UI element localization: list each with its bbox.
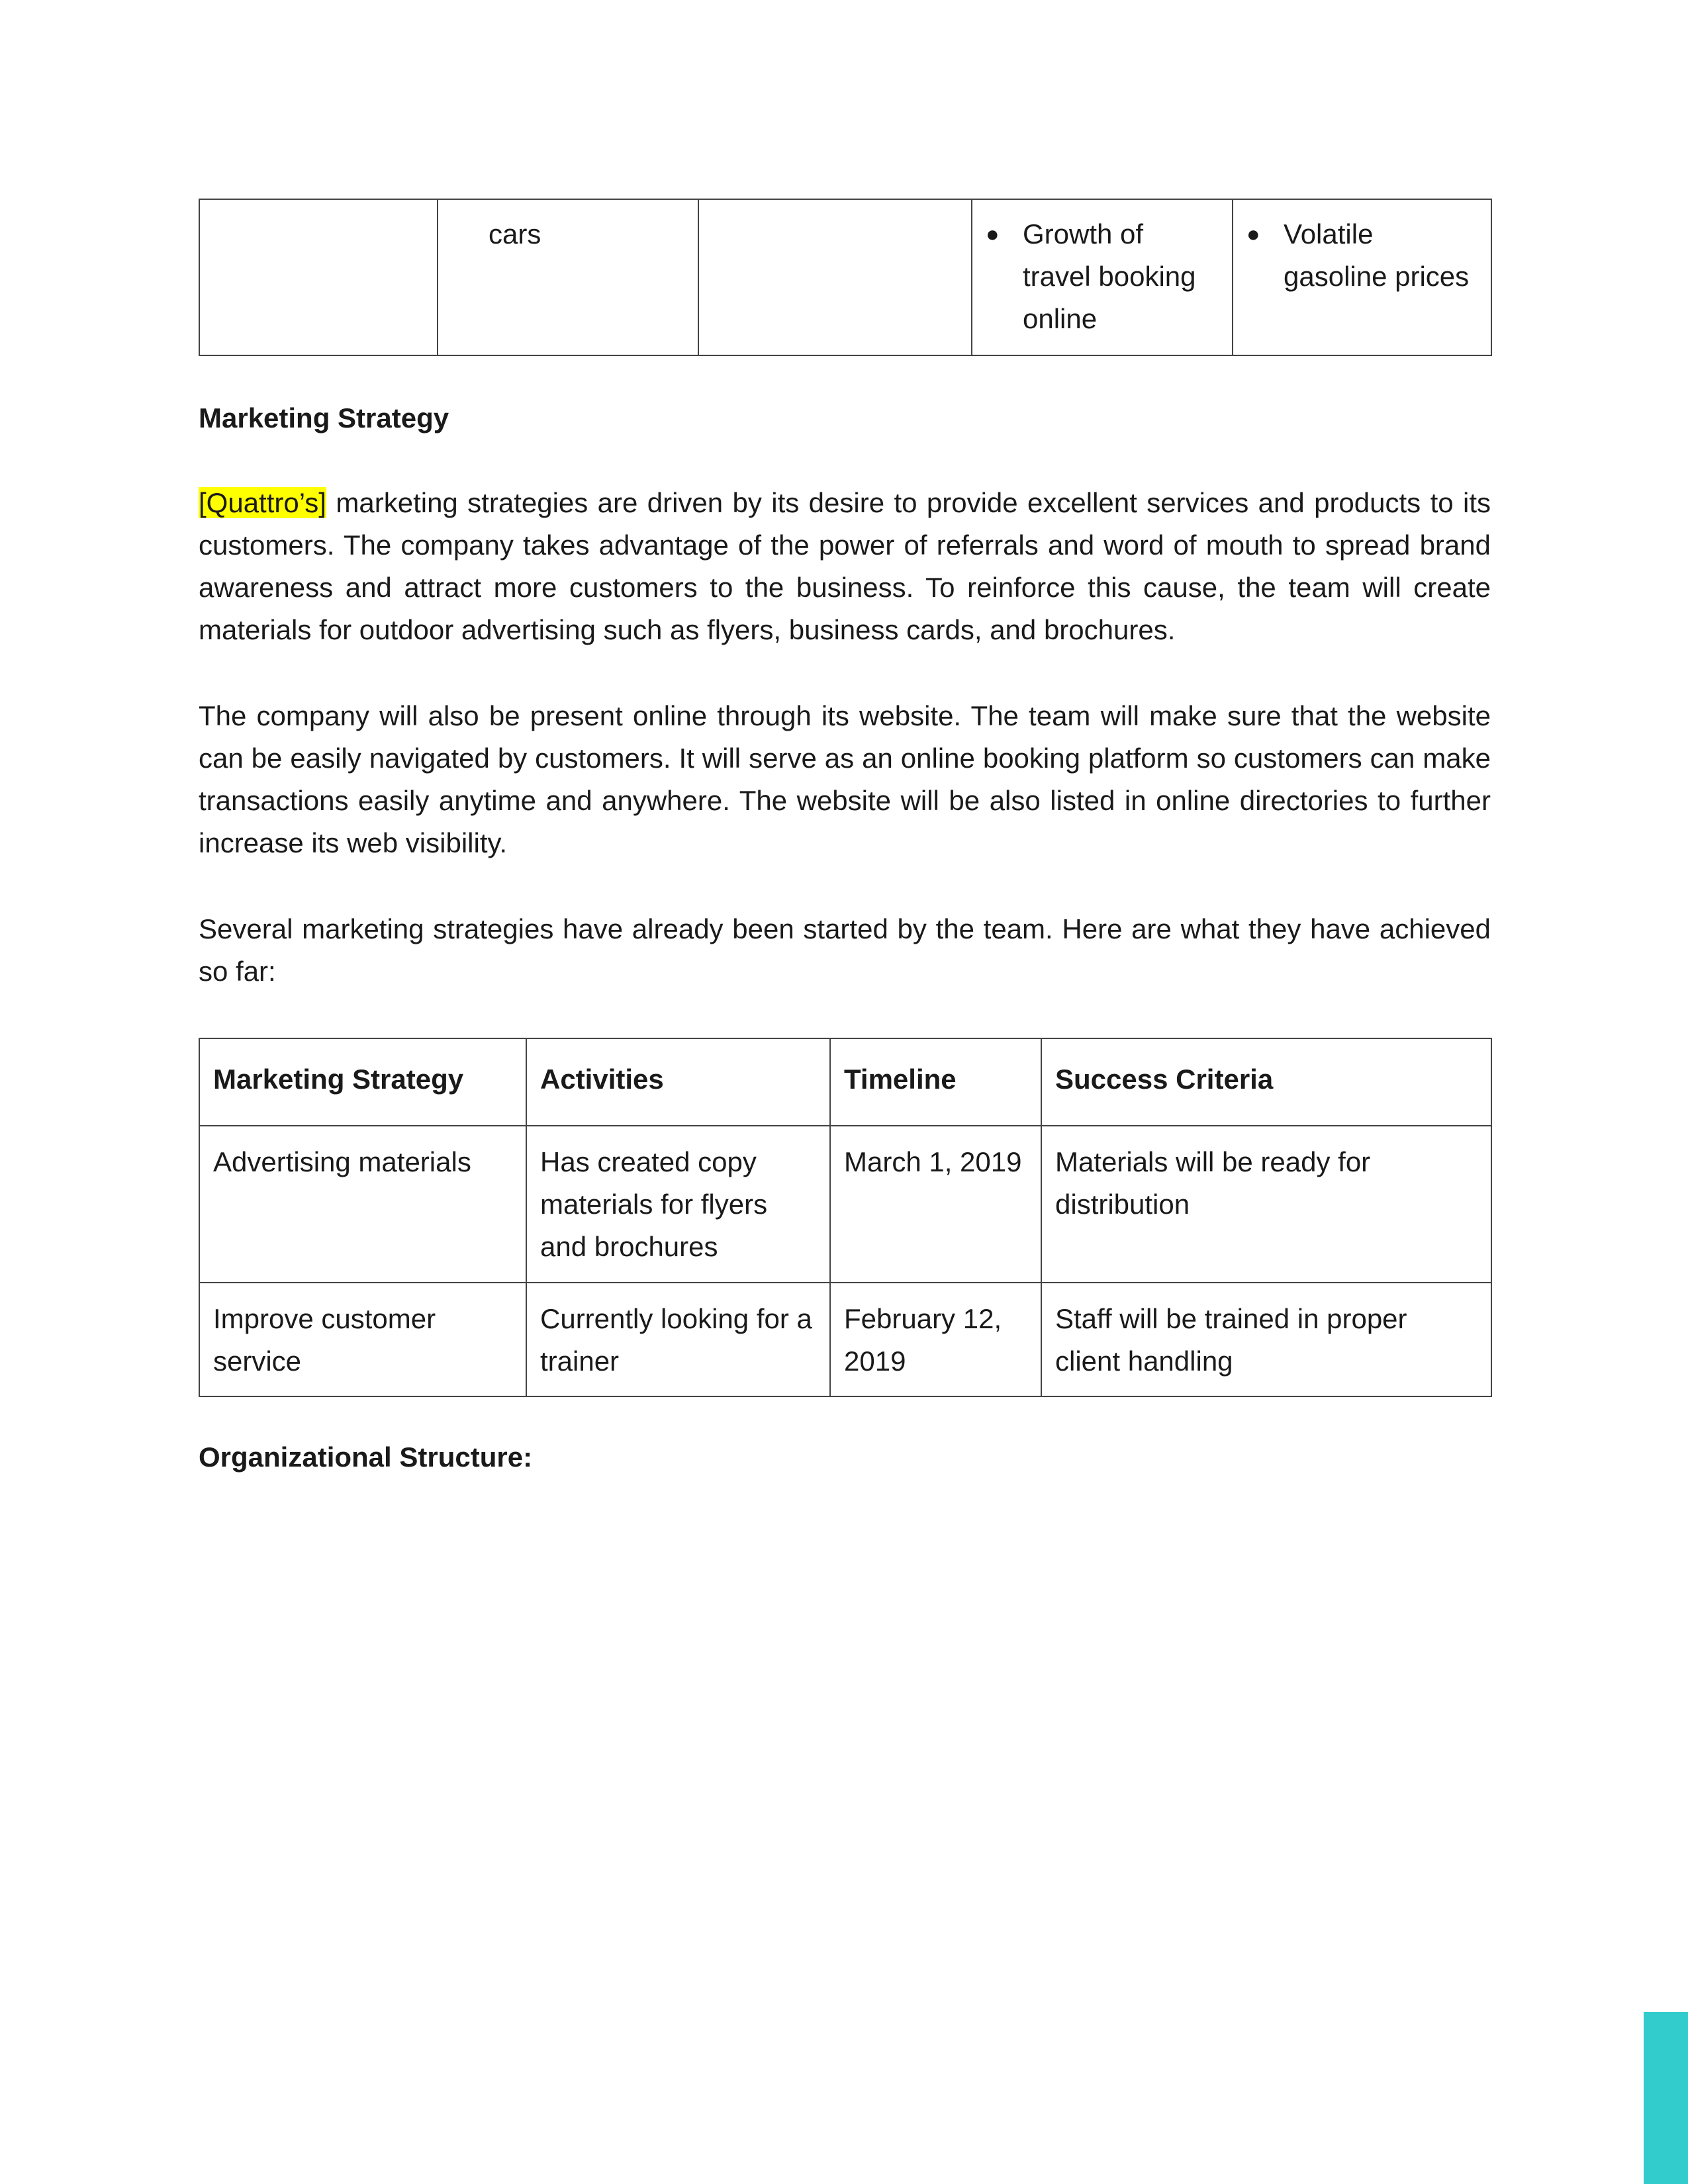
table-cell	[1233, 199, 1491, 355]
table-cell	[972, 199, 1233, 355]
highlighted-company-name: [Quattro’s]	[199, 487, 326, 518]
bullet-list	[972, 213, 1219, 340]
table-cell: Currently looking for a trainer	[526, 1283, 830, 1396]
column-header: Success Criteria	[1041, 1038, 1491, 1126]
side-tab-marker	[1644, 2012, 1688, 2184]
paragraph-achievements: Several marketing strategies have already been started by the team. Here are what they have achieved so far:	[199, 913, 1491, 987]
paragraph-online: The company will also be present online through its website. The team will make sure that the website can be easily navigated by customers. It will serve as an online booking platform so customers can make transactions easily anytime and anywhere. The website will be also listed in online directories to further increase its web visibility.	[199, 700, 1491, 858]
table-cell: Staff will be trained in proper client handling	[1041, 1283, 1491, 1396]
column-header: Marketing Strategy	[199, 1038, 526, 1126]
section-heading-marketing-strategy: Marketing Strategy	[199, 402, 449, 433]
paragraph-intro	[199, 482, 1491, 651]
section-heading-organizational-structure: Organizational Structure:	[199, 1441, 533, 1473]
table-cell: Advertising materials	[199, 1126, 526, 1283]
table-row	[199, 199, 1491, 355]
paragraph-text: marketing strategies are driven by its desire to provide excellent services and products to its customers. The company takes advantage of the power of referrals and word of mouth to spread brand awareness and attract more customers to the business. To reinforce this cause, the team will create materials for outdoor advertising such as flyers, business cards, and brochures.	[199, 487, 1491, 645]
table-cell: cars	[438, 199, 698, 355]
list-item: ● Volatile gasoline prices	[1233, 213, 1477, 298]
table-cell: Has created copy materials for flyers and brochures	[526, 1126, 830, 1283]
swot-table-continuation	[199, 199, 1492, 356]
table-cell	[199, 199, 438, 355]
table-cell: Improve customer service	[199, 1283, 526, 1396]
column-header: Timeline	[830, 1038, 1041, 1126]
list-item: ● Growth of travel booking online	[972, 213, 1219, 340]
table-row	[199, 1126, 1491, 1283]
table-cell: Materials will be ready for distribution	[1041, 1126, 1491, 1283]
marketing-strategy-table	[199, 1038, 1492, 1397]
table-cell: February 12, 2019	[830, 1283, 1041, 1396]
table-header-row	[199, 1038, 1491, 1126]
column-header: Activities	[526, 1038, 830, 1126]
table-cell: March 1, 2019	[830, 1126, 1041, 1283]
table-cell	[698, 199, 972, 355]
bullet-list	[1233, 213, 1477, 298]
table-row	[199, 1283, 1491, 1396]
